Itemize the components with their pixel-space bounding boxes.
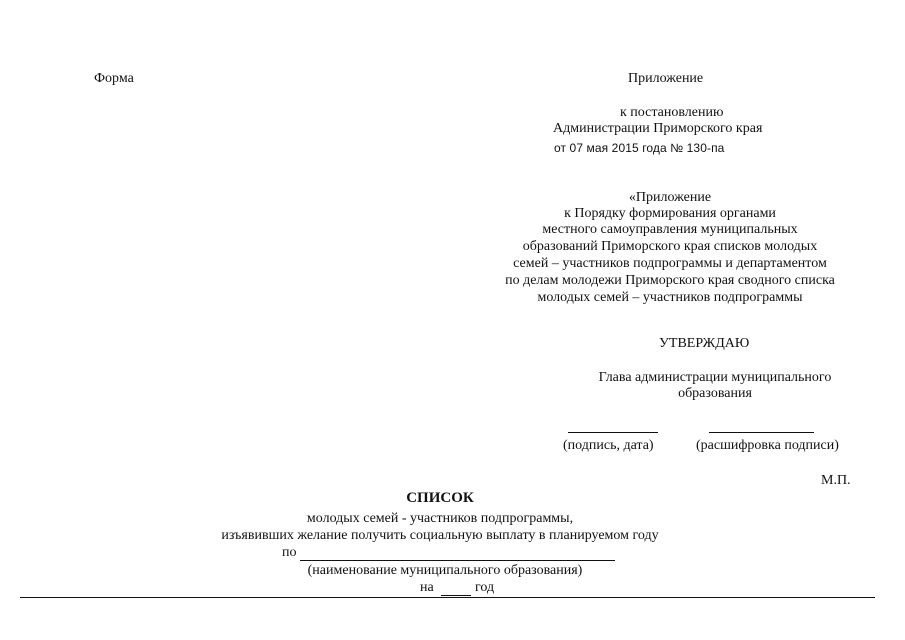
annex-line-6: по делам молодежи Приморского края сводного списка (505, 273, 835, 288)
year-prefix: на (420, 580, 434, 595)
resolution-line-2: Администрации Приморского края (553, 121, 763, 136)
municipality-caption: (наименование муниципального образования) (307, 563, 583, 578)
annex-line-5: семей – участников подпрограммы и департаментом (513, 256, 827, 271)
municipality-line (300, 560, 615, 561)
page-bottom-rule (20, 597, 875, 598)
signature-caption: (подпись, дата) (563, 438, 654, 453)
approval-position-line-1: Глава администрации муниципального (598, 370, 832, 385)
annex-line-4: образований Приморского края списков молодых (522, 239, 818, 254)
approval-position-line-2: образования (678, 386, 752, 401)
approval-title: УТВЕРЖДАЮ (659, 336, 750, 351)
annex-line-2: к Порядку формирования органами (564, 206, 776, 221)
year-blank-line (441, 595, 471, 596)
year-suffix: год (475, 580, 495, 595)
annex-line-7: молодых семей – участников подпрограммы (537, 290, 803, 305)
resolution-date: от 07 мая 2015 года № 130-па (554, 141, 725, 155)
list-title: СПИСОК (406, 490, 474, 506)
signature-line (568, 432, 658, 433)
form-label: Форма (94, 71, 134, 86)
municipality-prefix: по (282, 545, 297, 560)
annex-line-3: местного самоуправления муниципальных (542, 222, 798, 237)
annex-line-1: «Приложение (628, 190, 712, 205)
list-subtitle-line-2: изъявивших желание получить социальную выплату в планируемом году (221, 528, 659, 543)
decryption-caption: (расшифровка подписи) (696, 438, 839, 453)
decryption-line (709, 432, 814, 433)
resolution-line-1: к постановлению (620, 105, 724, 120)
seal-label: М.П. (821, 473, 851, 488)
appendix-title: Приложение (628, 71, 704, 86)
list-subtitle-line-1: молодых семей - участников подпрограммы, (306, 511, 574, 526)
